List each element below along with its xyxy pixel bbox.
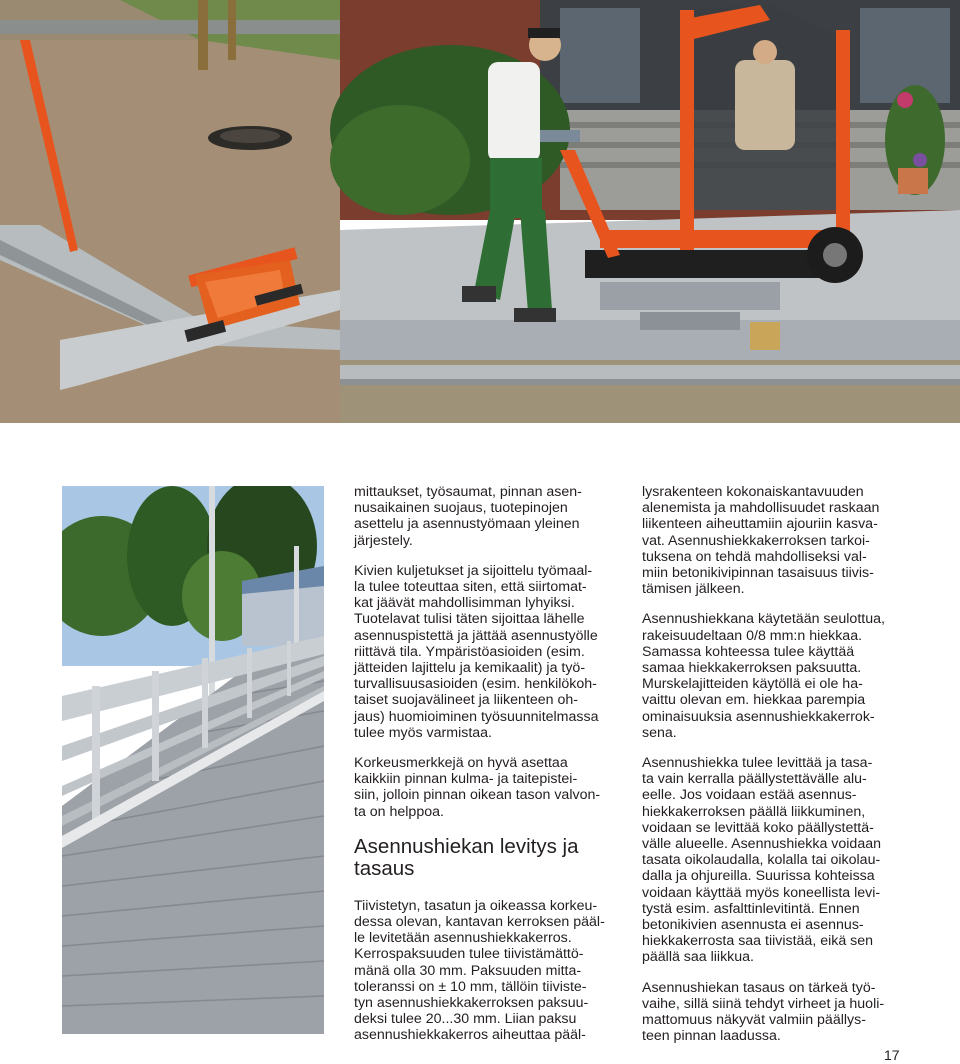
paragraph: Tiivistetyn, tasatun ja oikeassa korkeu- dessa olevan, kantavan kerroksen pääl- le levitetään asennushiekkakerros. Kerrospaksuuden tulee tiivistämättö- mänä olla 30 mm. Paksuuden mitta- toleranssi on ± 10 mm, tällöin tiiviste- tyn asennushiekkakerroksen paksuu- deksi tulee 20...30 mm. Liian paksu asennushiekkakerros aiheuttaa pääl- — [354, 897, 605, 1044]
page-number: 17 — [884, 1047, 900, 1063]
paragraph: Asennushiekkana käytetään seulottua, rakeisuudeltaan 0/8 mm:n hiekkaa. Samassa kohteessa tulee käyttää samaa hiekkakerroksen paksuutta. Murskelajitteiden käytöllä ei ole ha- vaittu olevan em. hiekkaa parempia ominaisuuksia asennushiekkakerrok- sena. — [642, 611, 885, 741]
paving-installation-photo — [0, 0, 960, 423]
paragraph: lysrakenteen kokonaiskantavuuden alenemista ja mahdollisuudet raskaan liikenteen aiheuttamiin ajouriin kasva- vat. Asennushiekkakerroksen tarkoi- tuksena on tehdä mahdolliseksi val- miin betonikivipinnan tasaisuus tiivis- tämisen jälkeen. — [642, 484, 880, 598]
paragraph: Korkeusmerkkejä on hyvä asettaa kaikkiin pinnan kulma- ja taitepistei- siin, jolloin pinnan oikean tason valvon- ta on helppoa. — [354, 755, 601, 820]
paragraph: Asennushiekan tasaus on tärkeä työ- vaihe, sillä siinä tehdyt virheet ja huoli- mattomuus näkyvät valmiin päällys- teen pinnan laadussa. — [642, 979, 885, 1045]
paragraph: Kivien kuljetukset ja sijoittelu työmaal- la tulee toteuttaa siten, että siirtomat- kat jäävät mahdollisimman lyhyiksi. Tuotelavat tulisi täten sijoittaa lähelle asennuspistettä ja jättää asennustyölle riittävä tila. Ympäristöasioiden (esim. jätteiden lajittelu ja kemikaalit) ja työ- turvallisuusasioiden (esim. henkilökoh- taiset suojavälineet ja liikenteen oh- jaus) huomioiminen työsuunnitelmassa tulee myös varmistaa. — [354, 562, 599, 741]
middle-text-column — [354, 484, 619, 1058]
section-heading: Asennushiekan levitys ja tasaus — [354, 834, 579, 881]
paragraph: Asennushiekka tulee levittää ja tasa- ta vain kerralla päällystettävälle alu- eelle. Jos voidaan estää asennus- hiekkakerroksen päällä liikkuminen, voidaan se levittää koko päällystettä- välle alueelle. Asennushiekka voidaan tasata oikolaudalla, kolalla tai oikolau- dalla ja ohjureilla. Suurissa kohteissa voidaan käyttää myös koneellista levi- tystä esim. asfalttinlevitintä. Ennen betonikivien asennusta ei asennus- hiekkakerrosta saa tiivistää, eikä sen päällä saa liikkua. — [642, 755, 881, 966]
paragraph: mittaukset, työsaumat, pinnan asen- nusaikainen suojaus, tuotepinojen asettelu ja asennustyömaan yleinen järjestely. — [354, 484, 582, 549]
paved-bridge-photo — [62, 486, 324, 1034]
right-text-column — [642, 484, 904, 1059]
